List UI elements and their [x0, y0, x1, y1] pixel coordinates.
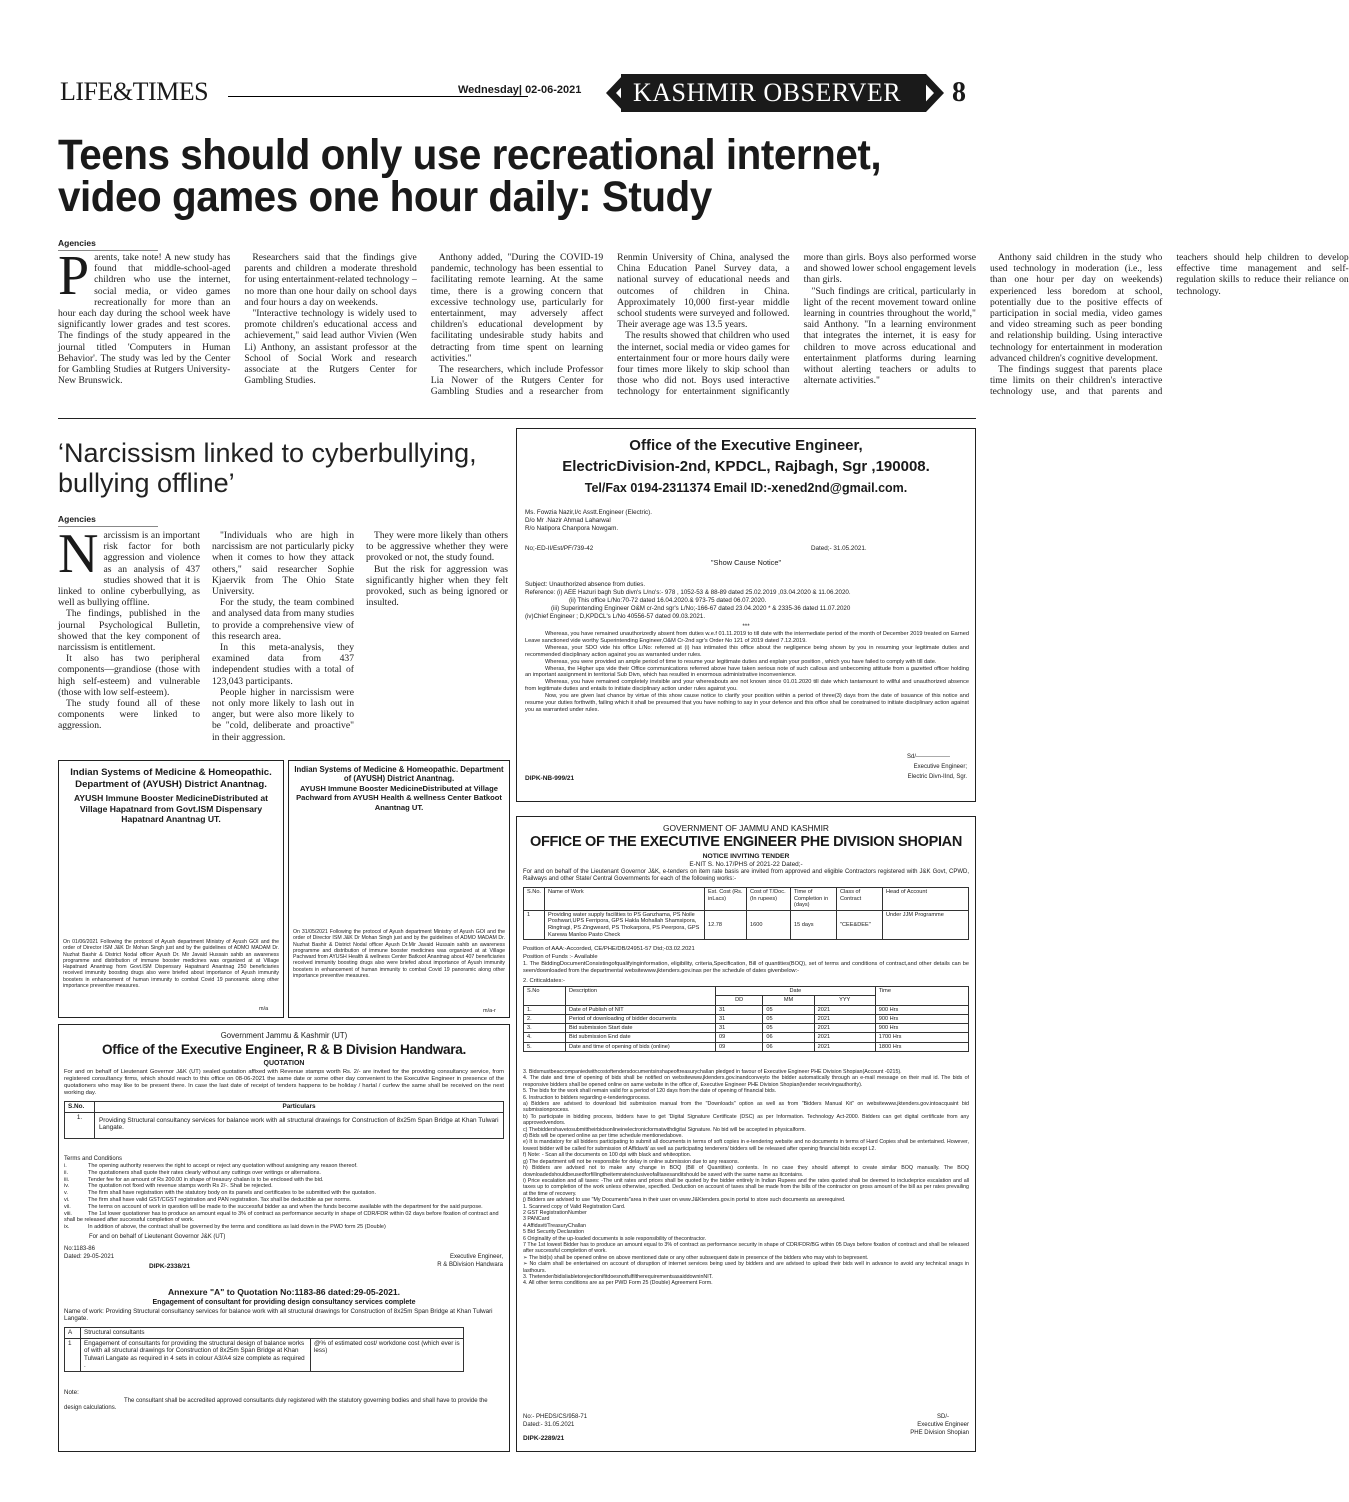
condition-line: 1. Scanned copy of Valid Registration Card.	[523, 1203, 626, 1210]
column-header: Particulars	[95, 1102, 504, 1113]
condition-line: h) Bidders are advised not to make any change in BOQ (Bill of Quantities) contents. In no case they should attempt to create similar BOQ manually. The BOQ downloadedshouldbeusedforfillingtheitemrateinclusiveofalltaxesanditshould be saved with the same name as itcontains.	[523, 1165, 969, 1178]
condition-line: 5. The bids for the work shall remain valid for a period of 120 days from the date of opening of financial bids.	[523, 1088, 777, 1095]
table-cell: 31	[716, 1024, 763, 1033]
ayush-ad-2	[288, 760, 510, 1018]
table-row	[524, 1005, 969, 1014]
particulars-table	[64, 1101, 504, 1139]
critical-dates-label: 2. Criticaldates:-	[523, 978, 565, 984]
table-header-row	[524, 888, 969, 911]
column-header: Description	[566, 987, 716, 1006]
condition-line: 4 Affidavit/TreasuryChallan	[523, 1222, 587, 1229]
chevron-right-icon	[916, 74, 956, 112]
column-header: Time	[875, 987, 968, 1006]
table-cell: 2021	[814, 1005, 875, 1014]
paragraph: Whereas, you have remained unauthorizedly absent from duties w.e.f 01.11.2019 to till date with the intermediate period of the month of December 2019 treated on Earned Leave sanctioned vide worthy Superintending Engineer,O&M Cr-2nd sgr's Order No 121 of 2019 dated 7.12.2019.	[525, 631, 969, 644]
term-item: ix. In addition of above, the contract shall be governed by the terms and conditions as laid down in the PWD form 25 (Double)	[64, 1224, 386, 1231]
paragraph: Anthony added, "During the COVID-19 pandemic, technology has been essential to facilitating remote learning. At the same time, there is a growing concern that excessive technology use, particularly for entertainment, may adversely affect children's educational development by facilitating undesirable study habits and detracting from time spent on learning activities."	[430, 252, 604, 364]
note-label: Note:	[64, 1389, 79, 1396]
paragraph: Whereas, your SDO vide his office L/No: referred at (i) has intimated this office about the negligence being shown by you in resuming your legitimate duties and recommended disciplinary action against you as warranted under rules.	[525, 644, 969, 658]
condition-line: 4. The date and time of opening of bids shall be notified on websitewww.jktenders.gov.inandconveyto the bidder automatically through an e-mail message on their mail id. The bids of responsive bidders shall be opened online on same website in the office of, Executive Engineer PHE Division Shopian(tender receivingauthority).	[523, 1075, 969, 1088]
table-cell: Providing Structural consultancy services for balance work with all structural drawings for Construction of 8x25m Span Bridge at Khan Tulwari Langate.	[95, 1112, 504, 1138]
term-item: viii. The 1st lower quotationer has to produce an amount equal to 3% of contract as performance security in shape of CDR/FDR within 02 days before fixation of contract and shall be released after successful completion of work.	[64, 1210, 499, 1224]
reference-number: No:- PHEDS/CS/958-71	[523, 1414, 588, 1420]
nit-heading: NOTICE INVITING TENDER	[702, 853, 790, 860]
page-number: 8	[952, 77, 966, 108]
dipk-number: DIPK-NB-999/21	[525, 775, 575, 782]
column-header: YYY	[814, 996, 875, 1005]
table-cell: 4.	[524, 1033, 566, 1042]
signatory-title: Executive Engineer;	[913, 764, 967, 770]
ayush-ad-1	[58, 760, 284, 1018]
condition-line: j) Bidders are advised to use "My Documents"area in their user on www.J&Ktenders.gov.in portal to store such documents as arerequired.	[523, 1197, 846, 1204]
government-name: GOVERNMENT OF JAMMU AND KASHMIR	[663, 823, 829, 833]
table-row	[65, 1338, 464, 1371]
term-item: vii. The terms on account of work in question will be made to the successful bidder as and when the funds become available with the department for the said purpose.	[64, 1203, 483, 1210]
paragraph: Whereas, you were provided an ample period of time to resume your legitimate duties and explain your position , which you have failed to comply with till date.	[545, 658, 937, 665]
table-cell: 15 days	[791, 910, 837, 939]
column-header: S.No.	[65, 1102, 95, 1113]
table-cell: Providing water supply facilities to PS Ganzhama, PS Noile Poshwari,UPS Ferripora, GPS Hakla Mohallah Shamsipora, Ringtragi, PS Zingweard, PS Thokarpora, PS Peerpora, GPS Karewa Manloo Pasto Check	[545, 910, 705, 939]
paragraph: "Interactive technology is widely used to promote children's educational access and achievement," said lead author Vivien (Wen Li) Anthony, an assistant professor at the School of Social Work and research associate at the Rutgers Center for Gambling Studies.	[244, 308, 417, 387]
ad-body: On 01/06/2021 Following the protocol of Ayush department Ministry of Ayush GOI and the order of Director ISM J&K Dr Mohan Singh just and by the guidelines of ADMO MADAM Dr. Nuzhat Bashir & District Nodal officer Ayush Dr. Mir Javaid Hussain sahib an awareness programme and distribution of immune booster medicines was organized at at Village Hapatnard Anantnag from Govt.ISM Dispensary Hapatnard Anantnag 250 beneficiaries received immunity boosting drugs also were briefed about importance of Ayush immunity boosters in enhancement of human immunity to combat Covid 19 panoramic along other importance preventive measures.	[63, 939, 279, 990]
condition-line: 4. All other terms conditions are as per PWD Form 25 (Double) Agreement Form.	[523, 1280, 713, 1287]
signatory-title: Executive Engineer	[917, 1422, 969, 1428]
table-cell: 09	[716, 1042, 763, 1051]
paper-name: KASHMIR OBSERVER	[633, 78, 902, 107]
term-item: i. The opening authority reserves the right to accept or reject any quotation without assigning any reason thereof.	[64, 1163, 358, 1169]
office-contact: Tel/Fax 0194-2311374 Email ID:-xened2nd@gmail.com.	[584, 481, 908, 495]
works-table	[523, 887, 969, 940]
quotation-intro: For and on behalf of Lieutenant Governor J&K (UT) sealed quotation affixed with Revenue stamps worth Rs. 2/- are invited for the providing consultancy service, from registered consultancy firms, which should reach to this office on 08-06-2021 the same date or some other day convenient to the Executive Engineer in presence of the quotationers who may like to be present there. In case the last date of receipt of tenders happens to be holiday / hartal / curfew the same shall be received on the next working day.	[64, 1069, 504, 1096]
paragraph: The researchers, which include Professor Lia Nower of the Rutgers Center for Gambling Studies and a researcher from Renmin University of China, analysed the China Education Panel Survey data, a national survey of educational needs and outcomes of children in China. Approximately 10,000 first-year middle school students were surveyed and followed. Their average age was 13.5 years.	[430, 252, 790, 398]
masthead	[58, 74, 976, 112]
ad-subtitle: AYUSH Immune Booster MedicineDistributed at Village Hapatnard from Govt.ISM Dispensary Hapatnard Anantnag UT.	[73, 793, 269, 824]
table-cell: 06	[763, 1033, 814, 1042]
dipk-number: DIPK-2289/21	[523, 1435, 565, 1442]
table-cell: Date of Publish of NIT	[566, 1005, 716, 1014]
notice-date: Dated:- 31.05.2021	[523, 1422, 575, 1428]
dipk-number: DIPK-2338/21	[149, 1263, 191, 1270]
government-name: Government Jammu & Kashmir (UT)	[220, 1031, 348, 1040]
column-header: S.No.	[524, 888, 545, 911]
column-header: A	[65, 1328, 81, 1339]
terms-heading: Terms and Conditions	[64, 1156, 123, 1162]
column-header: Cost of T/Doc. (In rupees)	[747, 888, 791, 911]
table-cell: Period of downloading of bidder documents	[566, 1014, 716, 1023]
reference-number: No:1183-86	[64, 1246, 95, 1252]
table-cell: 2021	[814, 1042, 875, 1051]
table-cell: 1700 Hrs	[875, 1033, 968, 1042]
table-row	[524, 910, 969, 939]
paragraph: Narcissism is an important risk factor for both aggression and violence as an analysis of 437 studies showed that it is linked to online cyberbullying, as well as bullying offline.	[58, 523, 200, 609]
condition-line: e) It is mandatory for all bidders participating to submit all documents in terms of soft copies in e-tendering website and no documents in terms of Hard Copies shall be entertained. However, lowest bidder will be called for submission of Affidavit/ as well as participating tenderers/ bidders will be released after opening financial bids except L2.	[523, 1139, 969, 1152]
column-header: Est. Cost (Rs. inLacs)	[705, 888, 747, 911]
table-cell: 5.	[524, 1042, 566, 1051]
paragraph: "Individuals who are high in narcissism are not particularly picky when it comes to how they attack others," said researcher Sophie Kjaervik from The Ohio State University.	[212, 530, 354, 598]
table-cell: 900 Hrs	[875, 1024, 968, 1033]
ad-subtitle: AYUSH Immune Booster MedicineDistributed at Village Pachward from AYUSH Health & wellness Center Batkoot Anantnag UT.	[296, 784, 502, 812]
table-cell: 1.	[524, 1005, 566, 1014]
byline: Agencies	[58, 514, 158, 527]
condition-line: c) Thebiddershavetosubmittheirbidsonlineinelectronicformatwithdigital Signature. No bid will be accepted in physicalform.	[523, 1126, 806, 1133]
condition-line: i) Price escalation and all taxes: -The unit rates and prices shall be quoted by the bidder entirely in Indian Rupees and the rates quoted shall be deemed to includeprice escalation and all taxes up to completion of the work unless otherwise, specified. Deduction on account of taxes shall be made from the bills of the contractor on gross amount of the bill as per rates prevailing at the time of recovery.	[523, 1177, 969, 1197]
table-cell: 09	[716, 1033, 763, 1042]
paragraph: Researchers said that the findings give parents and children a moderate threshold for using entertainment-related technology – no more than one hour daily on school days and four hours a day on weekends.	[244, 252, 417, 308]
addressee-line: R/o Natipora Chanpora Nowgam.	[525, 525, 619, 532]
notice-body	[525, 631, 969, 714]
table-cell: 1.	[65, 1112, 95, 1138]
annexure-title: Annexure "A" to Quotation No:1183-86 dated:29-05-2021.	[167, 1287, 401, 1297]
drop-cap: N	[58, 523, 99, 585]
quotation-heading: QUOTATION	[263, 1060, 305, 1067]
table-cell: 05	[763, 1005, 814, 1014]
funds-position: Position of Funds :- Available	[523, 954, 598, 960]
table-row	[524, 1033, 969, 1042]
ad-photo	[63, 835, 279, 935]
notice-date: Dated: 29-05-2021	[64, 1254, 115, 1260]
table-cell: 1	[65, 1338, 81, 1371]
condition-line: f) Note: - Scan all the documents on 100 dpi with black and whiteoption.	[523, 1152, 692, 1159]
annexure-subtitle: Engagement of consultant for providing design consultancy services complete	[152, 1299, 416, 1306]
main-article-body	[58, 245, 1349, 402]
column-header: DD	[716, 996, 763, 1005]
table-cell: Engagement of consultants for providing the structural design of balance works of with all structural drawings for Construction of 8x25m Span Bridge at Khan Tulwari Langate as required in 4 sets in colour A3/A4 size complete as required .	[81, 1338, 311, 1371]
addressee-line: D/o Mr .Nazir Ahmad Laharwal	[525, 517, 611, 524]
condition-line: 3. Bidsmustbeaccompaniedwithcostoftendersdocumentsinshapeoftreasurychallan pledged in favour of Executive Engineer PHE Division Shopian(Account -0215).	[523, 1069, 902, 1075]
paragraph: "Such findings are critical, particularly in light of the recent movement toward online learning in countries throughout the world," said Anthony. "In a learning environment that integrates the internet, it is easy for children to move across educational and entertainment platforms during learning without alerting teachers or adults to alternate activities."	[803, 285, 976, 387]
notice-subject: Subject: Unauthorized absence from duties.	[525, 581, 646, 588]
table-cell: 1600	[747, 910, 791, 939]
ad-photo	[293, 823, 505, 929]
ad-sign: m/a-r	[483, 1008, 496, 1014]
separator-stars: ***	[742, 623, 750, 630]
condition-line: 5 Bid Security Declaration	[523, 1229, 584, 1236]
condition-line: ➢ The bid(s) shall be opened online on above mentioned date or any other subsequent date in presence of the bidders who may wish to bepresent.	[523, 1254, 869, 1261]
paragraph: The findings suggest that parents place time limits on their children's interactive technology use, and that parents and teachers should help children to develop effective time management and self-regulation skills to reduce their reliance on technology.	[989, 252, 1349, 398]
ad-title: Indian Systems of Medicine & Homeopathic. Department of (AYUSH) District Anantnag.	[70, 767, 272, 790]
ad-title: Indian Systems of Medicine & Homeopathic. Department of (AYUSH) District Anantnag.	[294, 765, 504, 784]
aaa-position: Position of AAA:-Accorded, CE/PHE/DB/24951-57 Dtd;-03.02.2021	[523, 946, 695, 952]
condition-line: 3 PANCard	[523, 1216, 550, 1223]
table-cell: 1	[524, 910, 545, 939]
paragraph: Anthony said children in the study who used technology in moderation (i.e., less than one hour per day on weekends) experienced less boredom at school, potentially due to the positive effects of participation in social media, video games and video streaming such as peer bonding and relationship building. Using interactive technology for entertainment in moderation advanced children's cognitive development.	[989, 252, 1163, 364]
paragraph: Wheras, the Higher ups vide their Office communications referred above have taken serious note of such callous and unbecoming attitude from a gazetted officer holding an important assignment in territorial Sub Divn, which has resulted in enormous administrative inconvenience.	[525, 665, 969, 679]
byline: Agencies	[58, 238, 158, 251]
paragraph: The results showed that children who used the internet, social media or video games for entertainment four or more hours daily were four times more likely to skip school than those who did not. Boys used interactive technology for entertainment significantly more than girls. Boys also performed worse and showed lower school engagement levels than girls.	[617, 252, 976, 398]
column-header: MM	[763, 996, 814, 1005]
term-item: v. The firm shall have registration with the statutory body on its panels and certificates to be submitted with the quotation.	[64, 1190, 376, 1197]
column-header: Name of Work	[545, 888, 705, 911]
consultants-table	[64, 1327, 464, 1372]
table-cell: Bid submission End date	[566, 1033, 716, 1042]
ad-body: On 31/05/2021 Following the protocol of Ayush department Ministry of Ayush GOI and the order of Director ISM J&K Dr Mohan Singh just and by the guidelines of ADMO MADAM Dr. Nuzhat Bashir & District Nodal officer Ayush Dr.Mir Javaid Hussain sahib an awareness programme and distribution of immune booster medicines was organized at at Village Pachward from AYUSH Health & wellness Center Batkoot Anantnag about 407 beneficiaries received immunity boosting drugs also were briefed about importance of Ayush immunity boosters in enhancement of human immunity to combat Covid 19 panoramic along other importance preventive measures.	[293, 929, 505, 980]
condition-line: ➢ No claim shall be entertained on account of disruption of internet services being used by bidders and are advised to upload their bids well in advance to avoid any technical snags in lasthours.	[523, 1261, 969, 1274]
bidding-document-text: 1. The BiddingDocumentConsistingofqualifyinginformation, eligibility, criteria,Specification, Bill of quantities(BOQ), set of terms and conditions of contract,and other details can be seen/downloaded from the departmental websitewww.jktenders.gov.inas per the schedule of dates givenbelow:-	[523, 961, 969, 974]
sd-mark: SD/-	[937, 1414, 949, 1420]
condition-line: b) To participate in bidding process, bidders have to get 'Digital Signature Certificate (DSC) as per Information. Technology Act-2000. Bidders can get digital certificate from any approvedvendors.	[523, 1113, 969, 1127]
phe-shopian-nit	[516, 816, 976, 1452]
table-cell: @% of estimated cost/ workdone cost (which ever is less)	[311, 1338, 464, 1371]
condition-line: d) Bids will be opened online as per time schedule mentionedabove.	[523, 1133, 683, 1140]
table-cell: 05	[763, 1014, 814, 1023]
paragraph: Parents, take note! A new study has found that middle-school-aged children who use the internet, social media, or video games recreationally for more than an hour each day during the school week have significantly lower grades and test scores. The findings of the study appeared in the journal titled 'Computers in Human Behavior'. The study was led by the Center for Gambling Studies at Rutgers University-New Brunswick.	[58, 245, 231, 387]
term-item: vi. The firm shall have valid GST/CGST registration and PAN registration. Tax shall be deductible as per norms.	[64, 1196, 352, 1203]
column-header: Head of Account	[883, 888, 969, 911]
condition-line: a) Bidders are advised to download bid submission manual from the "Downloads" option as well as from "Bidders Manual Kit" on websitewww.jktenders.gov.intoacquaint bid submissionprocess.	[523, 1101, 969, 1114]
reference-line: (iv)Chief Engineer ; D,KPDCL's L/No 40556-57 dated 09.03.2021.	[525, 613, 706, 620]
term-item: ii. The quotationers shall quote their rates clearly without any cuttings over writings or alternations.	[64, 1169, 321, 1176]
condition-line: 3. Thetender/bidisliabletorejectionifitdoesnotfulfiltherequirementsasaiddowninNIT.	[523, 1274, 713, 1280]
paragraph: It also has two peripheral components—grandiose (those with high self-esteem) and vulnerable (those with low self-esteem).	[58, 653, 200, 698]
section-title: LIFE&TIMES	[60, 77, 209, 106]
column-header: Structural consultants	[81, 1328, 464, 1339]
table-cell: 12.78	[705, 910, 747, 939]
main-headline: Teens should only use recreational internet, video games one hour daily: Study	[58, 131, 882, 221]
condition-line: 2 GST RegistrationNumber	[523, 1209, 587, 1216]
condition-line: 7 The 1st lowest Bidder has to produce an amount equal to 3% of contract as performance security in shape of CDR/FDR/BG within 05 Days before fixation of contract and shall be released after successful completion of work.	[523, 1241, 969, 1255]
table-cell: "CEE&DEE"	[837, 910, 883, 939]
note-text: The consultant shall be accredited approved consultants duly registered with the statutory governing bodies and shall have to provide the design calculations.	[64, 1398, 488, 1412]
reference-line: (iii) Superintending Engineer O&M cr-2nd sgr's L/No;-166-67 dated 23.04.2020 * & 2335-36 dated 11.07.2020	[551, 605, 851, 612]
notice-date: Dated;- 31.05.2021.	[811, 545, 867, 552]
condition-line: 6 Originality of the up-loaded documents is sole responsibility of thecontractor.	[523, 1235, 707, 1242]
second-article-body	[58, 523, 508, 752]
table-cell: 900 Hrs	[875, 1005, 968, 1014]
condition-line: g) The department will not be responsible for delay in online submission due to any reasons.	[523, 1158, 740, 1165]
signatory-office: PHE Division Shopian	[910, 1430, 969, 1436]
office-title: OFFICE OF THE EXECUTIVE ENGINEER PHE DIVISION SHOPIAN	[529, 834, 963, 850]
table-cell: 31	[716, 1014, 763, 1023]
signatory-office: R & BDivision Handwara	[437, 1262, 503, 1268]
term-item: iv. The quotation not fixed with revenue stamps worth Rs 2/-. Shall be rejected.	[64, 1183, 273, 1190]
kpdcl-show-cause-notice	[516, 428, 976, 802]
column-header: Class of Contract	[837, 888, 883, 911]
reference-line: Reference: (i) AEE Hazuri bagh Sub divn's L/no's:- 978 , 1052-53 & 88-89 dated 25.02.2019 ,03.04.2020 & 11.06.2020.	[525, 589, 851, 596]
table-cell: 31	[716, 1005, 763, 1014]
table-header-row	[65, 1102, 504, 1113]
table-row	[524, 1024, 969, 1033]
drop-cap: P	[58, 245, 90, 307]
table-cell: 2021	[814, 1014, 875, 1023]
table-header-row	[65, 1328, 464, 1339]
table-cell: 2021	[814, 1033, 875, 1042]
reference-line: (ii) This office L/No:70-72 dated 16.04.2020.& 973-75 dated 06.07.2020.	[569, 597, 767, 604]
signatory-office: Electric Divn-IInd, Sgr.	[907, 774, 967, 780]
office-title: Office of the Executive Engineer,	[629, 437, 863, 454]
office-title: Office of the Executive Engineer, R & B Division Handwara.	[101, 1042, 467, 1057]
paragraph: For the study, the team combined and analysed data from many studies to provide a comprehensive view of this research area.	[212, 597, 354, 642]
section-divider	[58, 418, 976, 419]
rb-handwara-quotation	[58, 1024, 510, 1452]
paragraph: The study found all of these components were linked to aggression.	[58, 698, 200, 732]
second-headline: ‘Narcissism linked to cyberbullying, bullying offline’	[58, 438, 477, 498]
paragraph: In this meta-analysis, they examined data from 437 independent studies with a total of 123,043 participants.	[212, 642, 354, 687]
critical-dates-table	[523, 986, 969, 1052]
table-cell: 06	[763, 1042, 814, 1051]
nit-conditions	[523, 1069, 969, 1287]
table-cell: 2.	[524, 1014, 566, 1023]
column-header: S.No	[524, 987, 566, 1006]
paragraph: People higher in narcissism were not only more likely to lash out in anger, but were also more likely to be "cold, deliberate and proactive" in their aggression.	[212, 686, 354, 743]
notice-type: "Show Cause Notice"	[710, 558, 782, 567]
table-row	[65, 1112, 504, 1138]
reference-number: No;-ED-II/Est/PF/739-42	[525, 545, 594, 552]
table-cell: 2021	[814, 1024, 875, 1033]
issue-date: Wednesday| 02-06-2021	[458, 84, 582, 96]
table-header-row	[524, 987, 969, 996]
table-cell: 05	[763, 1024, 814, 1033]
column-header: Date	[716, 987, 876, 996]
addressee-line: Ms. Fowzia Nazir,I/c Asstt.Engineer (Electric).	[525, 509, 653, 516]
paragraph: The findings, published in the journal Psychological Bulletin, showed that the key component of narcissism is entitlement.	[58, 608, 200, 654]
condition-line: 6. Instruction to bidders regarding e-tenderingprocess.	[523, 1094, 651, 1101]
paragraph: Whereas, you have remained completely invisible and your whereabouts are not known since 01.01.2020 till date which tantamount to willful and unauthorized absence from legitimate duties and entails to initiate disciplinary action under rules against you.	[525, 679, 969, 693]
table-cell: 3.	[524, 1024, 566, 1033]
ad-sign: m/a	[259, 1006, 269, 1012]
paragraph: They were more likely than others to be aggressive whether they were provoked or not, the study found.	[366, 530, 508, 564]
column-header: Time of Completion in (days)	[791, 888, 837, 911]
table-cell: Date and time of opening of bids (online)	[566, 1042, 716, 1051]
table-cell: Bid submission Start date	[566, 1024, 716, 1033]
nit-intro: For and on behalf of the Lieutenant Governor J&K, e-tenders on item rate basis are invited from approved and eligible Contractors registered with J&K Govt, CPWD, Railways and other State/ Central Governments for each of the following works:-	[523, 869, 969, 883]
term-item: iii. Tender fee for an amount of Rs 200.00 in shape of treasury chalan is to be enclosed with the bid.	[64, 1176, 324, 1183]
nit-number: E-NIT S. No.17/PHS of 2021-22 Dated;-	[689, 861, 803, 868]
paragraph: Now, you are given last chance by virtue of this show cause notice to clarify your position within a period of three(3) days from the date of issuance of this notice and resume your duties forthwith, failing which it shall be presumed that you have nothing to say in your defence and this office shall be constrained to initiate disciplinary action against you as warranted under rules.	[525, 693, 969, 713]
table-cell: 1800 Hrs	[875, 1042, 968, 1051]
office-division: ElectricDivision-2nd, KPDCL, Rajbagh, Sgr ,190008.	[562, 458, 930, 475]
table-cell: Under JJM Programme	[883, 910, 969, 939]
table-row	[524, 1042, 969, 1051]
terms-list	[64, 1163, 504, 1231]
annexure-work: Name of work: Providing Structural consultancy services for balance work with all structural drawings for Construction of 8x25m Span Bridge at Khan Tulwari Langate.	[64, 1308, 493, 1323]
table-row	[524, 1014, 969, 1023]
paragraph: But the risk for aggression was significantly higher when they felt provoked, such as being ignored or insulted.	[366, 563, 508, 609]
header-rule	[228, 96, 528, 97]
signatory-title: Executive Engineer,	[449, 1254, 503, 1260]
table-cell: 900 Hrs	[875, 1014, 968, 1023]
sd-mark: Sd/-----------------	[907, 754, 950, 760]
behalf-line: For and on behalf of Lieutenant Governor J&K (UT)	[89, 1234, 226, 1240]
